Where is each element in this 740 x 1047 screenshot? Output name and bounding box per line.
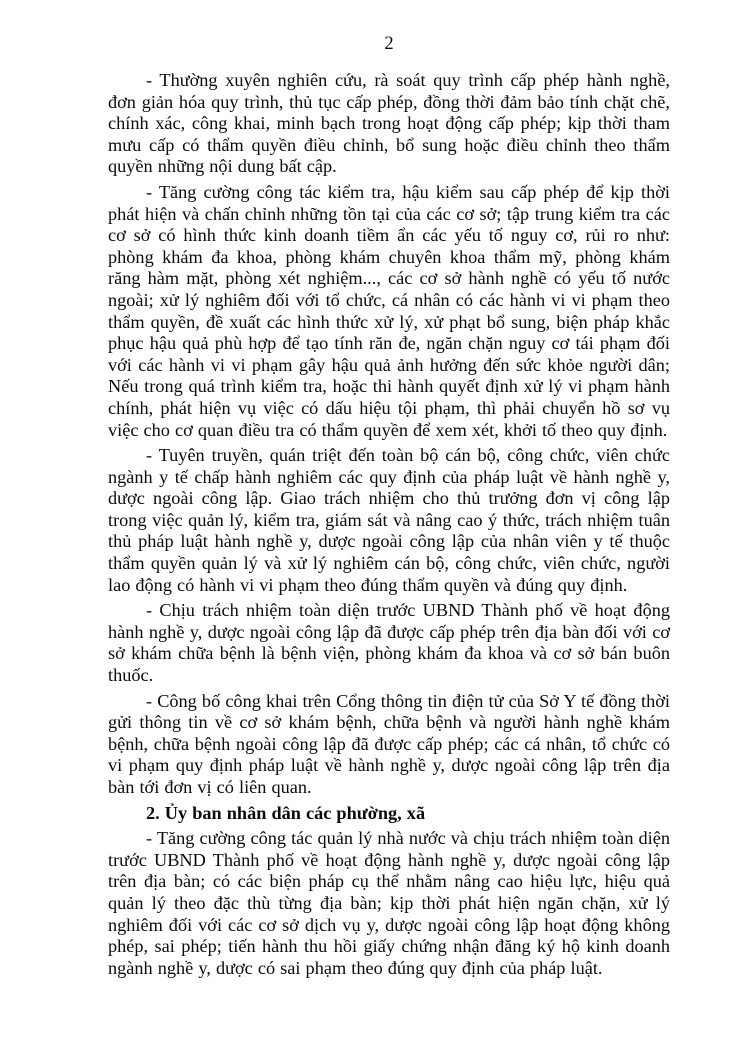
section-heading-2-peoples-committees: 2. Ủy ban nhân dân các phường, xã (146, 802, 426, 823)
paragraph-ward-management: - Tăng cường công tác quản lý nhà nước và chịu trách nhiệm toàn diện trước UBND Thành phố về hoạt động hành nghề y, dược ngoài công lập trên địa bàn; có các biện pháp cụ thể nhằm nâng cao hiệu lực, hiệu quả quản lý theo đặc thù từng địa bàn; kịp thời phát hiện ngăn chặn, xử lý nghiêm đối với các cơ sở dịch vụ y, dược ngoài công lập hoạt động không phép, sai phép; tiến hành thu hồi giấy chứng nhận đăng ký hộ kinh doanh ngành nghề y, dược có sai phạm theo đúng quy định của pháp luật. (108, 828, 671, 978)
paragraph-review-licensing: - Thường xuyên nghiên cứu, rà soát quy trình cấp phép hành nghề, đơn giản hóa quy trình, thủ tục cấp phép, đồng thời đảm bảo tính chặt chẽ, chính xác, công khai, minh bạch trong hoạt động cấp phép; kịp thời tham mưu cấp có thẩm quyền điều chỉnh, bổ sung hoặc điều chỉnh theo thẩm quyền những nội dung bất cập. (108, 70, 670, 177)
page-number: 2 (384, 34, 394, 54)
paragraph-public-disclosure: - Công bố công khai trên Cổng thông tin điện tử của Sở Y tế đồng thời gửi thông tin về cơ sở khám bệnh, chữa bệnh và người hành nghề khám bệnh, chữa bệnh ngoài công lập đã được cấp phép; các cá nhân, tổ chức có vi phạm quy định pháp luật về hành nghề y, dược ngoài công lập trên địa bàn tới đơn vị có liên quan. (108, 690, 670, 797)
paragraph-responsibility-ubnd: - Chịu trách nhiệm toàn diện trước UBND Thành phố về hoạt động hành nghề y, dược ngoài công lập đã được cấp phép trên địa bàn đối với cơ sở khám chữa bệnh là bệnh viện, phòng khám đa khoa và cơ sở bán buôn thuốc. (108, 600, 670, 686)
document-body (108, 70, 670, 979)
paragraph-inspection-postlicensing: - Tăng cường công tác kiểm tra, hậu kiểm sau cấp phép để kịp thời phát hiện và chấn chỉnh những tồn tại của các cơ sở; tập trung kiểm tra các cơ sở có hình thức kinh doanh tiềm ẩn các yếu tố nguy cơ, rủi ro như: phòng khám đa khoa, phòng khám chuyên khoa thẩm mỹ, phòng khám răng hàm mặt, phòng xét nghiệm..., các cơ sở hành nghề có yếu tố nước ngoài; xử lý nghiêm đối với tổ chức, cá nhân có các hành vi vi phạm theo thẩm quyền, đề xuất các hình thức xử lý, xử phạt bổ sung, biện pháp khắc phục hậu quả phù hợp để tạo tính răn đe, ngăn chặn nguy cơ tái phạm đối với các hành vi vi phạm gây hậu quả ảnh hưởng đến sức khỏe người dân; Nếu trong quá trình kiểm tra, hoặc thi hành quyết định xử lý vi phạm hành chính, phát hiện vụ việc có dấu hiệu tội phạm, thì phải chuyển hồ sơ vụ việc cho cơ quan điều tra có thẩm quyền để xem xét, khởi tố theo quy định. (108, 181, 670, 440)
paragraph-propaganda-compliance: - Tuyên truyền, quán triệt đến toàn bộ cán bộ, công chức, viên chức ngành y tế chấp hành nghiêm các quy định của pháp luật về hành nghề y, dược ngoài công lập. Giao trách nhiệm cho thủ trưởng đơn vị công lập trong việc quản lý, kiểm tra, giám sát và nâng cao ý thức, trách nhiệm tuân thủ pháp luật hành nghề y, dược ngoài công lập của nhân viên y tế thuộc thẩm quyền quản lý và xử lý nghiêm cán bộ, công chức, viên chức, người lao động có hành vi vi phạm theo đúng thẩm quyền và đúng quy định. (108, 445, 670, 595)
